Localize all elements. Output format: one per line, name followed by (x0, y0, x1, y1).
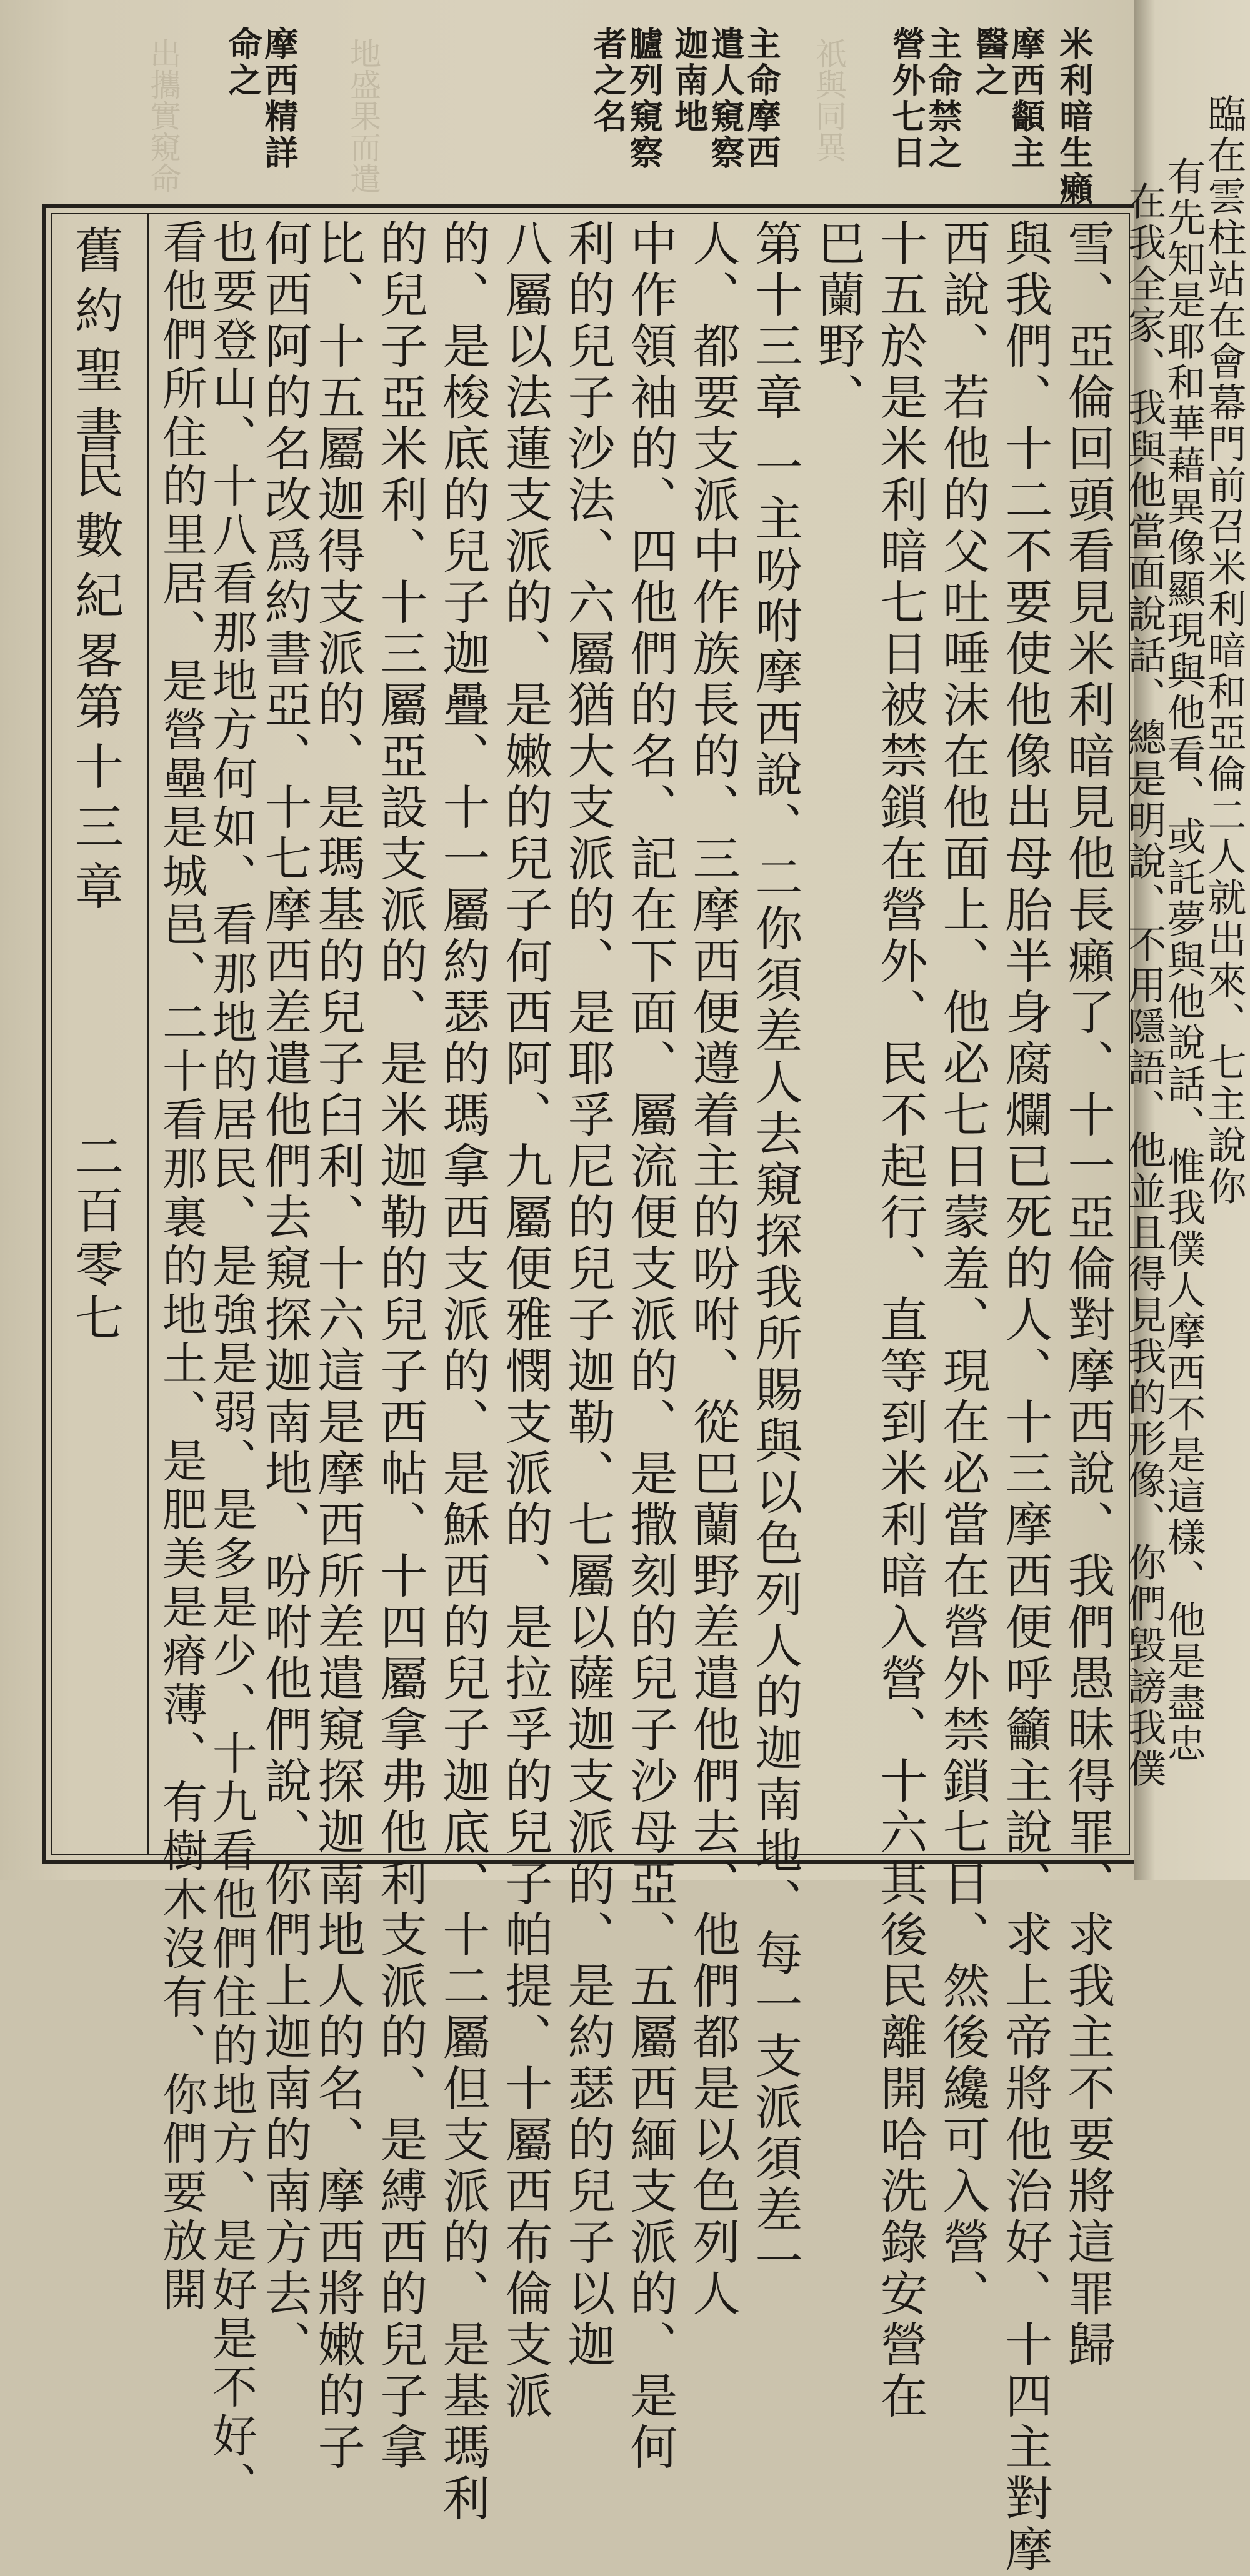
text-column: 的兒子亞米利、十三屬亞設支派的、是米迦勒的兒子西帖、十四屬拿弗他利支派的、是縛西的兒子拿 (372, 219, 428, 2474)
show-through-text: 出攜實窺命 (145, 37, 181, 194)
text-column: 雪、亞倫回頭看見米利暗見他長癩了、十一亞倫對摩西說、我們愚昧得罪、求我主不要將這罪歸 (1060, 219, 1116, 2371)
running-head-book: 舊約聖書 (67, 225, 123, 465)
page-number: 二百零七 (67, 1131, 123, 1346)
text-column: 比、十五屬迦得支派的、是瑪基的兒子臼利、十六這是摩西所差遣窺探迦南地人的名、摩西將嫩的子 (310, 219, 366, 2474)
headnote: 臚列窺察者之名 (588, 26, 664, 171)
show-through-text: 地盛果而遣 (345, 37, 381, 194)
facing-text-column: 臨在雲柱站在會幕門前召米利暗和亞倫二人就出來、七主說你 (1201, 94, 1247, 1207)
text-column: 看他們所住的里居、是營壘是城邑、二十看那裏的地土、是肥美是瘠薄、有樹木沒有、你們要放開 (155, 219, 208, 2315)
facing-page-edge (1121, 0, 1250, 1880)
facing-text-column: 有先知是耶和華藉異像顯現與他看、或託夢與他說話、惟我僕人摩西不是這樣、他是盡忠 (1161, 156, 1206, 1765)
text-column: 第十三章 一主吩咐摩西說、二你須差人去窺探我所賜與以色列人的迦南地、每一支派須差一 (748, 219, 803, 2288)
headnote: 米利暗生癩 (1054, 26, 1094, 207)
facing-text-column: 在我全家、我與他當面說話、總是明說、不用隱語、他並且得見我的形像、你們毀謗我僕 (1121, 181, 1167, 1790)
text-column: 十五於是米利暗七日被禁鎖在營外、民不起行、直等到米利暗入營、十六其後民離開哈洗錄安營在 (872, 219, 928, 2422)
text-column: 的、是梭底的兒子迦疊、十一屬約瑟的瑪拿西支派的、是穌西的兒子迦底、十二屬但支派的、是基瑪利 (435, 219, 491, 2525)
text-column: 與我們、十二不要使他像出母胎半身腐爛已死的人、十三摩西便呼籲主說、求上帝將他治好、十四主對摩 (998, 219, 1053, 2576)
text-column: 利的兒子沙法、六屬猶大支派的、是耶孚尼的兒子迦勒、七屬以薩迦支派的、是約瑟的兒子以迦 (560, 219, 616, 2371)
text-column: 中作領袖的、四他們的名、記在下面、屬流便支派的、是撒刻的兒子沙母亞、五屬西緬支派的、是何 (622, 219, 678, 2474)
text-column: 人、都要支派中作族長的、三摩西便遵着主的吩咐、從巴蘭野差遣他們去、他們都是以色列人 (685, 219, 741, 2320)
text-column: 何西阿的名改爲約書亞、十七摩西差遣他們去窺探迦南地、吩咐他們說、你們上迦南的南方去、 (257, 219, 312, 2371)
margin-rule (148, 213, 149, 1855)
running-head-chapter: 第十三章 (67, 681, 123, 921)
text-column: 也要登山、十八看那地方何如、看那地的居民、是強是弱、是多是少、十九看他們住的地方、是好是不好、 (205, 219, 258, 2510)
running-head-section: 民數紀畧 (67, 450, 123, 690)
text-column: 西說、若他的父吐唾沫在他面上、他必七日蒙羞、現在必當在營外禁鎖七日、然後纔可入營、 (935, 219, 991, 2320)
text-column: 巴蘭野、 (810, 219, 866, 424)
headnote: 摩西精詳命之 (223, 26, 299, 171)
show-through-text: 祇與同異 (811, 37, 847, 162)
text-column: 八屬以法蓮支派的、是嫩的兒子何西阿、九屬便雅憫支派的、是拉孚的兒子帕提、十屬西布倫支派 (498, 219, 553, 2422)
headnote: 主命摩西遣人窺察迦南地 (669, 26, 782, 171)
headnote: 摩西顲主醫之 (970, 26, 1046, 171)
headnote: 主命禁之營外七日 (887, 26, 963, 171)
